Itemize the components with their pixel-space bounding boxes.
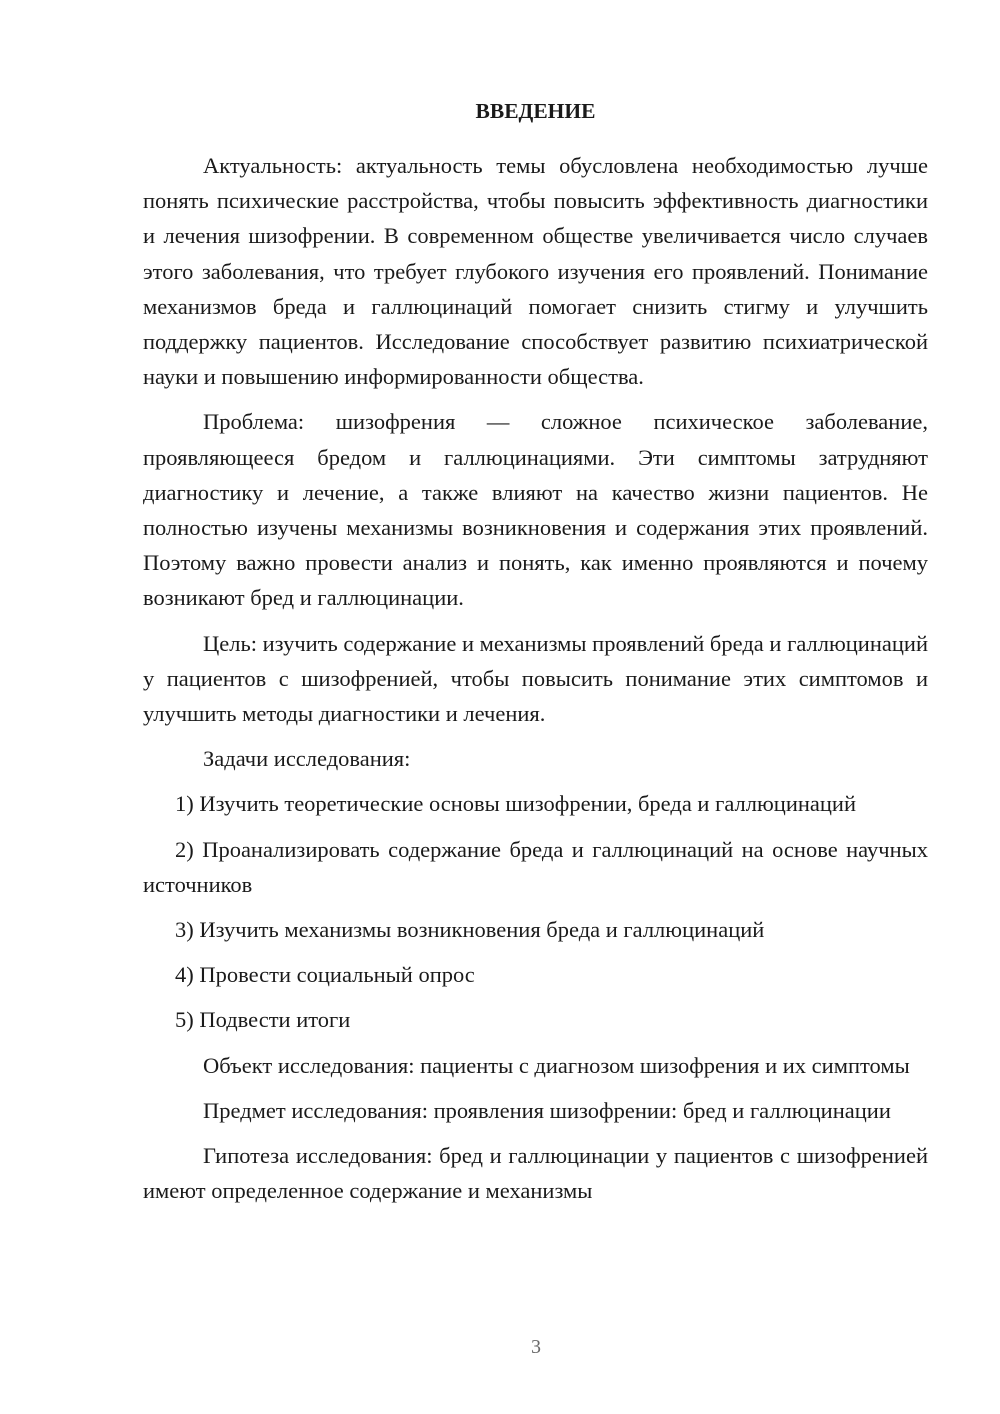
section-title: ВВЕДЕНИЕ [475,99,596,123]
page-content [143,94,928,1218]
task-item-4: 4) Провести социальный опрос [175,962,475,988]
task-item-2: 2) Проанализировать содержание бреда и галлюцинаций на основе научных источников [143,836,928,897]
paragraph-object: Объект исследования: пациенты с диагнозом шизофрения и их симптомы [203,1052,910,1078]
paragraph-subject: Предмет исследования: проявления шизофрении: бред и галлюцинации [203,1097,891,1123]
task-item-3: 3) Изучить механизмы возникновения бреда и галлюцинаций [175,917,765,943]
tasks-heading: Задачи исследования: [203,746,411,772]
page-number: 3 [531,1336,541,1358]
task-item-1: 1) Изучить теоретические основы шизофрении, бреда и галлюцинаций [175,791,857,817]
task-item-5: 5) Подвести итоги [175,1007,351,1033]
paragraph-goal: Цель: изучить содержание и механизмы проявлений бреда и галлюцинаций у пациентов с шизофренией, чтобы повысить понимание этих симптомов и улучшить методы диагностики и лечения. [143,630,928,727]
paragraph-relevance: Актуальность: актуальность темы обусловлена необходимостью лучше понять психические расстройства, чтобы повысить эффективность диагностики и лечения шизофрении. В современном обществе увеличивается число случаев этого заболевания, что требует глубокого изучения его проявлений. Понимание механизмов бреда и галлюцинаций помогает снизить стигму и улучшить поддержку пациентов. Исследование способствует развитию психиатрической науки и повышению информированности общества. [143,153,928,390]
paragraph-problem: Проблема: шизофрения — сложное психическое заболевание, проявляющееся бредом и галлюцинациями. Эти симптомы затрудняют диагностику и лечение, а также влияют на качество жизни пациентов. Не полностью изучены механизмы возникновения и содержания этих проявлений. Поэтому важно провести анализ и понять, как именно проявляются и почему возникают бред и галлюцинации. [143,409,928,611]
paragraph-hypothesis: Гипотеза исследования: бред и галлюцинации у пациентов с шизофренией имеют определенное содержание и механизмы [143,1143,928,1204]
